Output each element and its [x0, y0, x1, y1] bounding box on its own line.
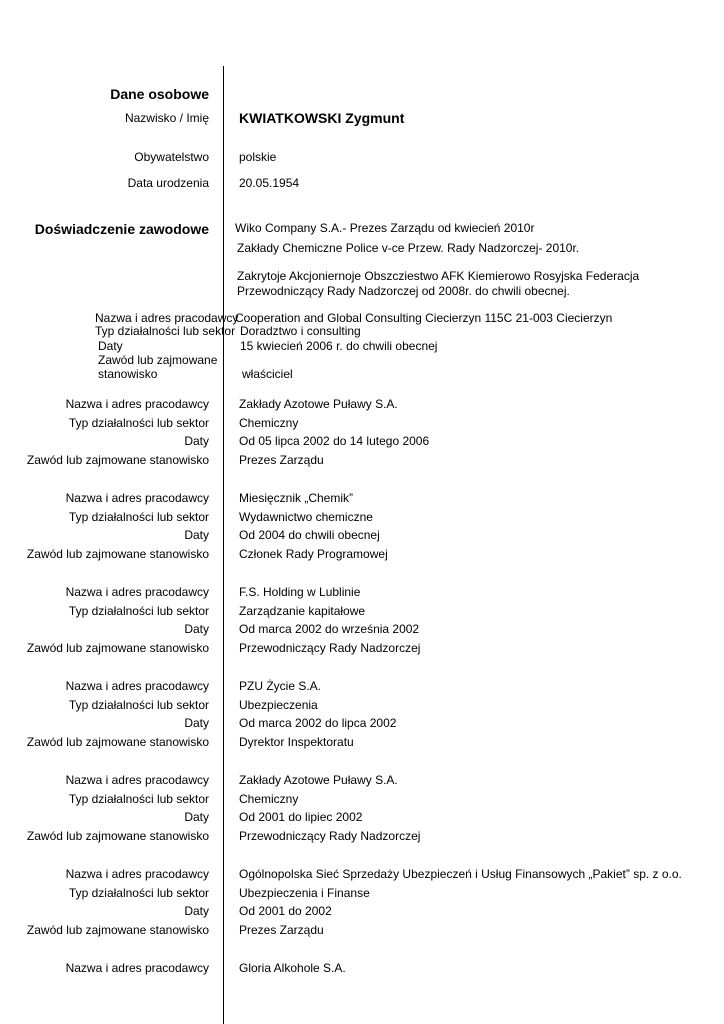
entry-value-sector: Chemiczny	[239, 792, 299, 806]
citizenship-label: Obywatelstwo	[134, 150, 209, 164]
entry-value-employer: Ogólnopolska Sieć Sprzedaży Ubezpieczeń i Usług Finansowych „Pakiet” sp. z o.o.	[239, 867, 682, 881]
entry-label-dates: Daty	[98, 339, 123, 353]
entry-value-employer: Cooperation and Global Consulting Ciecierzyn 115C 21-003 Ciecierzyn	[235, 311, 613, 325]
entry-label-employer: Nazwa i adres pracodawcy	[65, 397, 209, 411]
entry-value-sector: Doradztwo i consulting	[240, 324, 361, 338]
entry-value-position: Dyrektor Inspektoratu	[239, 735, 354, 749]
intro-line: Wiko Company S.A.- Prezes Zarządu od kwiecień 2010r	[235, 221, 535, 235]
entry-value-position: Przewodniczący Rady Nadzorczej	[239, 829, 421, 843]
entry-label-employer: Nazwa i adres pracodawcy	[65, 773, 209, 787]
entry-label-dates: Daty	[184, 716, 209, 730]
entry-label-employer: Nazwa i adres pracodawcy	[65, 491, 209, 505]
birth-value: 20.05.1954	[239, 176, 300, 190]
entry-value-dates: Od marca 2002 do lipca 2002	[239, 716, 397, 730]
entry-label-employer: Nazwa i adres pracodawcy	[65, 679, 209, 693]
entry-value-dates: 15 kwiecień 2006 r. do chwili obecnej	[240, 339, 438, 353]
entry-value-dates: Od 05 lipca 2002 do 14 lutego 2006	[239, 434, 430, 448]
entry-label-sector: Typ działalności lub sektor	[95, 324, 236, 338]
entry-value-dates: Od marca 2002 do września 2002	[239, 622, 420, 636]
citizenship-value: polskie	[239, 150, 277, 164]
entry-value-position: właściciel	[242, 367, 293, 381]
entry-label-position: Zawód lub zajmowane stanowisko	[26, 923, 209, 937]
entry-label-dates: Daty	[184, 810, 209, 824]
entry-label-employer: Nazwa i adres pracodawcy	[65, 585, 209, 599]
personal-heading: Dane osobowe	[110, 86, 209, 102]
entry-label-position: Zawód lub zajmowane stanowisko	[26, 829, 209, 843]
entry-label-position: Zawód lub zajmowane stanowisko	[26, 641, 209, 655]
entry-value-position: Członek Rady Programowej	[239, 547, 388, 561]
entry-label-sector: Typ działalności lub sektor	[68, 792, 209, 806]
entry-value-employer: Zakłady Azotowe Puławy S.A.	[239, 773, 398, 787]
entry-label-position-cont: stanowisko	[98, 367, 158, 381]
entry-label-employer: Nazwa i adres pracodawcy	[95, 311, 239, 325]
entry-label-position: Zawód lub zajmowane stanowisko	[26, 735, 209, 749]
entry-label-position: Zawód lub zajmowane stanowisko	[26, 547, 209, 561]
entry-value-dates: Od 2001 do 2002	[239, 904, 332, 918]
entry-label-sector: Typ działalności lub sektor	[68, 698, 209, 712]
entry-value-employer: Miesięcznik „Chemik”	[239, 491, 354, 505]
entry-value-employer: Zakłady Azotowe Puławy S.A.	[239, 397, 398, 411]
entry-label-sector: Typ działalności lub sektor	[68, 886, 209, 900]
entry-value-sector: Chemiczny	[239, 416, 299, 430]
entry-value-employer: PZU Życie S.A.	[239, 679, 322, 693]
entry-label-dates: Daty	[184, 904, 209, 918]
intro-line: Zakłady Chemiczne Police v-ce Przew. Rady Nadzorczej- 2010r.	[237, 241, 580, 255]
name-label: Nazwisko / Imię	[124, 111, 209, 125]
name-value: KWIATKOWSKI Zygmunt	[239, 110, 405, 126]
entry-value-sector: Zarządzanie kapitałowe	[239, 604, 366, 618]
entry-label-sector: Typ działalności lub sektor	[68, 510, 209, 524]
entry-label-sector: Typ działalności lub sektor	[68, 604, 209, 618]
entry-value-position: Prezes Zarządu	[239, 453, 324, 467]
entry-label-dates: Daty	[184, 434, 209, 448]
entry-label-position: Zawód lub zajmowane stanowisko	[26, 453, 209, 467]
entry-label-employer: Nazwa i adres pracodawcy	[65, 961, 209, 975]
birth-label: Data urodzenia	[127, 176, 209, 190]
entry-label-dates: Daty	[184, 622, 209, 636]
entry-label-position: Zawód lub zajmowane	[98, 353, 218, 367]
intro-line: Zakrytoje Akcjoniernoje Obszcziestwo AFK Kiemierowo Rosyjska Federacja	[237, 269, 640, 283]
entry-value-sector: Ubezpieczenia	[239, 698, 318, 712]
entry-value-sector: Wydawnictwo chemiczne	[239, 510, 373, 524]
entry-value-sector: Ubezpieczenia i Finanse	[239, 886, 370, 900]
experience-heading: Doświadczenie zawodowe	[34, 221, 209, 237]
entry-value-employer: Gloria Alkohole S.A.	[239, 961, 346, 975]
entry-label-employer: Nazwa i adres pracodawcy	[65, 867, 209, 881]
entry-value-position: Przewodniczący Rady Nadzorczej	[239, 641, 421, 655]
intro-line: Przewodniczący Rady Nadzorczej od 2008r. do chwili obecnej.	[237, 284, 570, 298]
entry-label-sector: Typ działalności lub sektor	[68, 416, 209, 430]
entry-value-dates: Od 2001 do lipiec 2002	[239, 810, 363, 824]
entry-label-dates: Daty	[184, 528, 209, 542]
column-divider	[223, 66, 224, 1024]
entry-value-employer: F.S. Holding w Lublinie	[239, 585, 361, 599]
entry-value-dates: Od 2004 do chwili obecnej	[239, 528, 380, 542]
entry-value-position: Prezes Zarządu	[239, 923, 324, 937]
